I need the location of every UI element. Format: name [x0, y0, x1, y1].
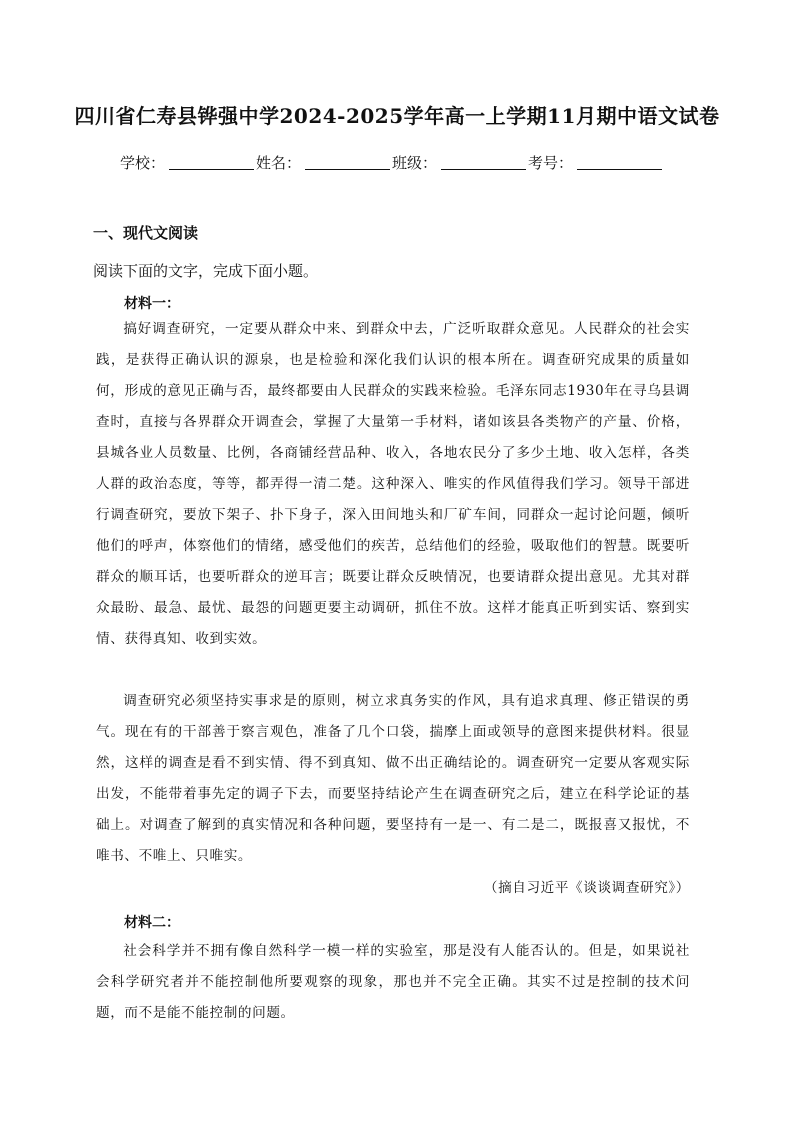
class-blank [441, 155, 526, 170]
exam-number-field [528, 152, 662, 173]
material-one-paragraph-2: 调查研究必须坚持实事求是的原则，树立求真务实的作风，具有追求真理、修正错误的勇气。现在有的干部善于察言观色，准备了几个口袋，揣摩上面或领导的意图来提供材料。很显然，这样的调查是看不到实情、得不到真知、做不出正确结论的。调查研究一定要从客观实际出发，不能带着事先定的调子下去，而要坚持结论产生在调查研究之后，建立在科学论证的基础上。对调查了解到的真实情况和各种问题，要坚持有一是一、有二是二，既报喜又报忧，不唯书、不唯上、只唯实。 [96, 693, 690, 864]
school-blank [169, 155, 254, 170]
exam-number-label: 考号： [528, 154, 574, 172]
material-two-label: 材料二： [124, 915, 180, 931]
student-info-line [120, 152, 664, 173]
exam-number-blank [577, 155, 662, 170]
name-label: 姓名： [256, 154, 302, 172]
material-two-paragraph-1: 社会科学并不拥有像自然科学一模一样的实验室，那是没有人能否认的。但是，如果说社会科学研究者并不能控制他所要观察的现象，那也并不完全正确。其实不过是控制的技术问题，而不是能不能控制的问题。 [96, 943, 690, 1021]
class-label: 班级： [392, 154, 438, 172]
name-blank [305, 155, 390, 170]
class-field [392, 152, 526, 173]
document-title: 四川省仁寿县铧强中学2024-2025学年高一上学期11月期中语文试卷 [74, 104, 720, 128]
reading-instruction: 阅读下面的文字，完成下面小题。 [93, 262, 319, 280]
name-field [256, 152, 390, 173]
school-field [120, 152, 254, 173]
section-heading: 一、现代文阅读 [93, 224, 199, 242]
material-one-paragraph-1: 搞好调查研究，一定要从群众中来、到群众中去，广泛听取群众意见。人民群众的社会实践，是获得正确认识的源泉，也是检验和深化我们认识的根本所在。调查研究成果的质量如何，形成的意见正确与否，最终都要由人民群众的实践来检验。毛泽东同志1930年在寻乌县调查时，直接与各界群众开调查会，掌握了大量第一手材料，诸如该县各类物产的产量、价格，县城各业人员数量、比例，各商铺经营品种、收入，各地农民分了多少土地、收入怎样，各类人群的政治态度，等等，都弄得一清二楚。这种深入、唯实的作风值得我们学习。领导干部进行调查研究，要放下架子、扑下身子，深入田间地头和厂矿车间，同群众一起讨论问题，倾听他们的呼声，体察他们的情绪，感受他们的疾苦，总结他们的经验，吸取他们的智慧。既要听群众的顺耳话，也要听群众的逆耳言；既要让群众反映情况，也要请群众提出意见。尤其对群众最盼、最急、最忧、最怨的问题更要主动调研，抓住不放。这样才能真正听到实话、察到实情、获得真知、收到实效。 [96, 321, 690, 647]
material-one-label: 材料一： [124, 296, 180, 312]
material-one-citation: （摘自习近平《谈谈调查研究》） [483, 880, 690, 896]
school-label: 学校： [120, 154, 166, 172]
